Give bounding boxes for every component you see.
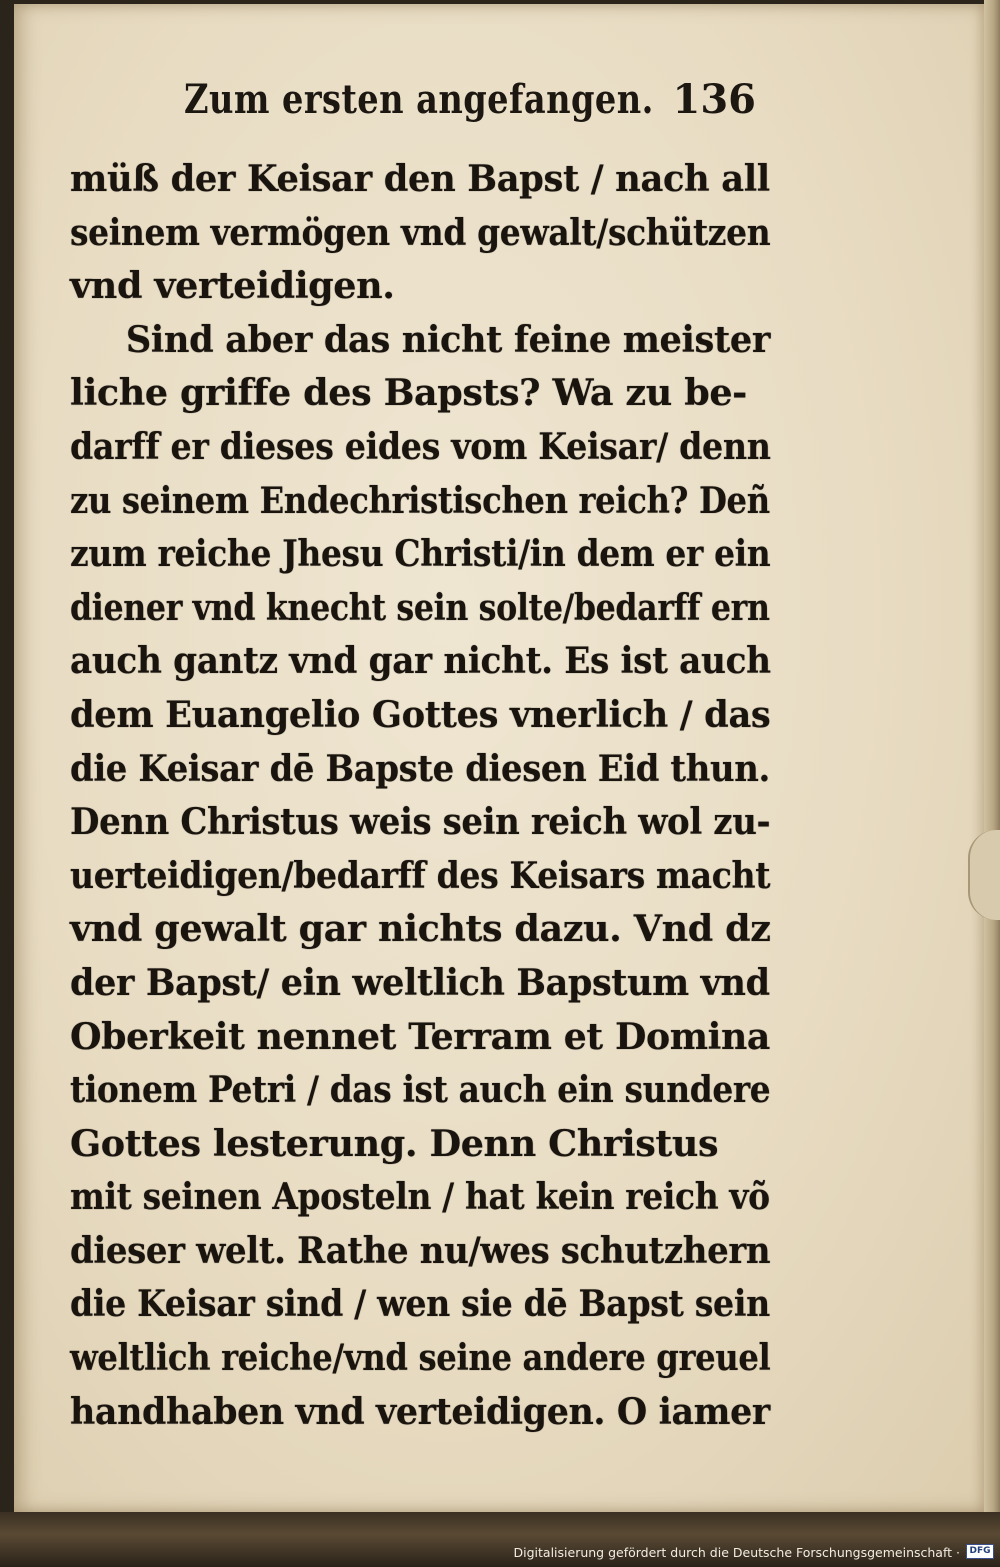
text-line: auch gantz vnd gar nicht. Es ist auch xyxy=(70,639,771,683)
text-line: müß der Keisar den Bapst / nach all xyxy=(70,157,770,200)
text-line: Sind aber das nicht feine meister xyxy=(125,317,770,361)
page-edge-notch xyxy=(968,830,1000,920)
book-page xyxy=(14,4,986,1512)
text-line: vnd verteidigen. xyxy=(70,264,395,308)
text-line: zum reiche Jhesu Christi/in dem er ein xyxy=(70,532,771,576)
digitization-credit: Digitalisierung gefördert durch die Deutsche Forschungsgemeinschaft · xyxy=(513,1545,960,1560)
page-number: 136 xyxy=(672,76,756,123)
text-line: tionem Petri / das ist auch ein sundere xyxy=(70,1068,771,1112)
text-line: die Keisar dē Bapste diesen Eid thun. xyxy=(70,746,770,790)
text-line: darff er dieses eides vom Keisar/ denn xyxy=(70,424,771,468)
text-line: zu seinem Endechristischen reich? Deñ xyxy=(70,478,770,522)
page-header xyxy=(184,76,764,140)
text-line: handhaben vnd verteidigen. O iamer xyxy=(70,1389,770,1433)
text-line: der Bapst/ ein weltlich Bapstum vnd xyxy=(70,960,770,1004)
text-line: weltlich reiche/vnd seine andere greuel xyxy=(70,1336,771,1380)
dfg-logo-icon: DFG xyxy=(966,1544,994,1559)
text-line: uerteidigen/bedarff des Keisars macht xyxy=(70,853,771,897)
body-text xyxy=(70,152,770,1438)
text-line: Oberkeit nennet Terram et Domina xyxy=(70,1014,770,1058)
text-line: die Keisar sind / wen sie dē Bapst sein xyxy=(70,1282,770,1326)
text-line: seinem vermögen vnd gewalt/schützen xyxy=(70,210,771,254)
text-line: diener vnd knecht sein solte/bedarff ern xyxy=(70,585,770,629)
text-line: Gottes lesterung. Denn Christus xyxy=(70,1121,719,1165)
text-line: mit seinen Aposteln / hat kein reich võ xyxy=(70,1175,770,1219)
text-line: dem Euangelio Gottes vnerlich / das xyxy=(70,692,771,736)
text-line: vnd gewalt gar nichts dazu. Vnd dz xyxy=(70,907,771,951)
text-line: Denn Christus weis sein reich wol zu- xyxy=(70,800,771,844)
running-head: Zum ersten angefangen. xyxy=(184,76,654,123)
text-line: dieser welt. Rathe nu/wes schutzhern xyxy=(70,1228,771,1272)
page-edge xyxy=(984,0,1000,1512)
text-line: liche griffe des Bapsts? Wa zu be- xyxy=(70,371,747,415)
